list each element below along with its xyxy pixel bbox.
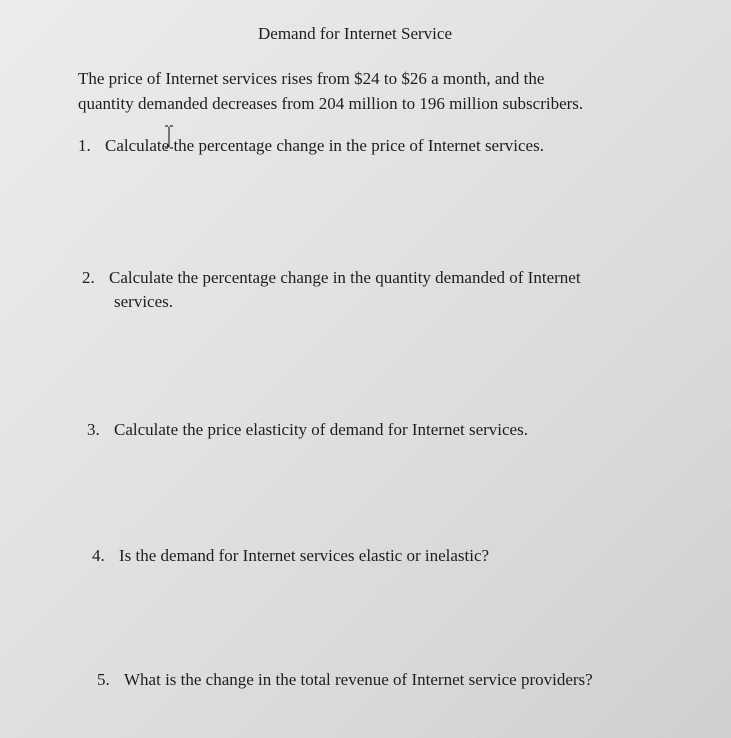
intro-line-1: The price of Internet services rises from $24 to $26 a month, and the	[78, 69, 545, 88]
question-1	[78, 134, 544, 158]
question-2-continuation: services.	[114, 292, 174, 311]
question-5-number: 5.	[97, 670, 110, 689]
question-4	[92, 544, 489, 568]
question-1-text: Calculate the percentage change in the price of Internet services.	[105, 136, 544, 155]
question-2-number: 2.	[82, 268, 95, 287]
intro-paragraph	[78, 66, 583, 116]
page-title: Demand for Internet Service	[258, 24, 452, 43]
intro-line-2: quantity demanded decreases from 204 million to 196 million subscribers.	[78, 94, 584, 113]
question-2	[82, 266, 581, 314]
question-3-text: Calculate the price elasticity of demand for Internet services.	[114, 420, 528, 439]
text-cursor-icon	[164, 125, 174, 149]
question-1-number: 1.	[78, 136, 91, 155]
question-3-number: 3.	[87, 420, 100, 439]
question-4-number: 4.	[92, 546, 105, 565]
question-2-text: Calculate the percentage change in the quantity demanded of Internet	[109, 268, 581, 287]
question-5	[97, 668, 593, 692]
question-4-text: Is the demand for Internet services elastic or inelastic?	[119, 546, 490, 565]
question-3	[87, 418, 528, 442]
question-5-text: What is the change in the total revenue of Internet service providers?	[124, 670, 593, 689]
